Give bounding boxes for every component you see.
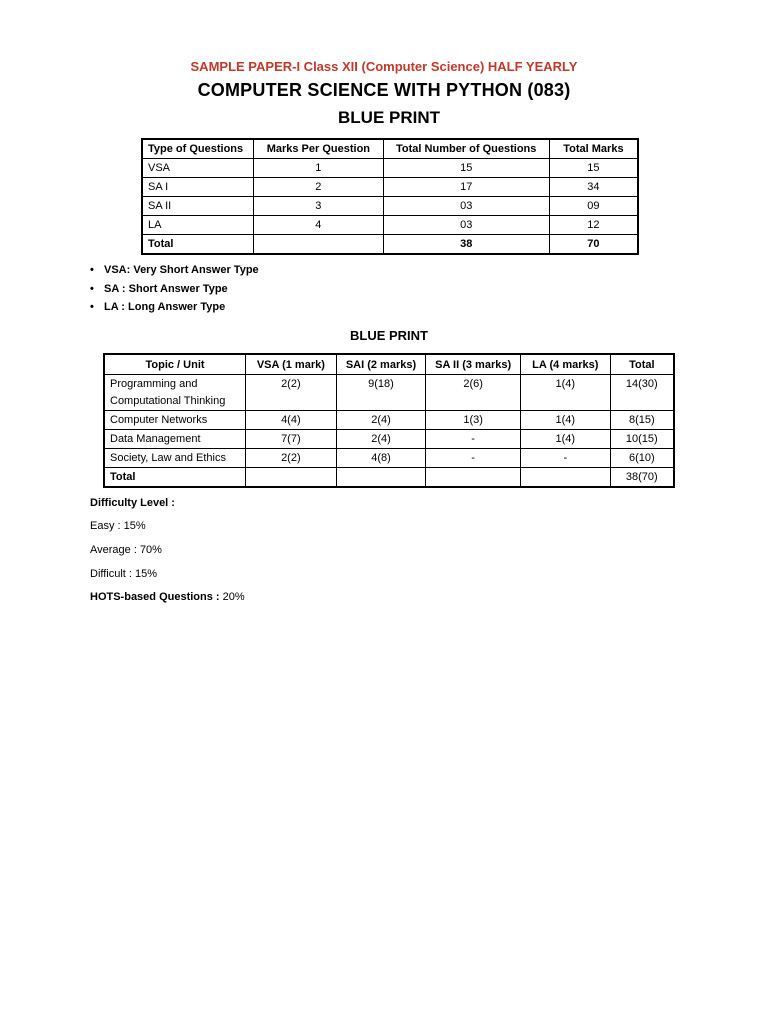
table-cell: 2(4): [336, 430, 426, 449]
difficulty-difficult: Difficult : 15%: [90, 568, 158, 580]
table-cell: 03: [383, 197, 549, 216]
column-header: VSA (1 mark): [246, 354, 337, 375]
table-cell: 7(7): [246, 430, 337, 449]
difficulty-easy: Easy : 15%: [90, 520, 146, 532]
bullet-icon: •: [90, 282, 94, 295]
hots-line: [90, 591, 245, 603]
table-row: [104, 375, 674, 411]
table-cell: Programming and Computational Thinking: [104, 375, 246, 411]
table-cell: Total: [104, 468, 246, 488]
table-row: [142, 178, 638, 197]
table-total-row: [142, 235, 638, 255]
difficulty-heading: Difficulty Level :: [90, 497, 175, 509]
bullet-icon: •: [90, 301, 94, 313]
table-cell: 15: [383, 159, 549, 178]
table-cell: 4(8): [336, 449, 426, 468]
table-cell: 1(4): [520, 430, 610, 449]
column-header: LA (4 marks): [520, 354, 610, 375]
difficulty-average: Average : 70%: [90, 544, 162, 556]
table-cell: [336, 468, 426, 488]
table-cell: VSA: [142, 159, 254, 178]
table-cell: 4(4): [246, 411, 337, 430]
column-header: Total: [610, 354, 674, 375]
table-cell: LA: [142, 216, 254, 235]
table-cell: 09: [549, 197, 638, 216]
table-cell: 10(15): [610, 430, 674, 449]
table-cell: -: [520, 449, 610, 468]
question-type-legend: [90, 263, 259, 319]
column-header: Topic / Unit: [104, 354, 246, 375]
table-cell: 70: [549, 235, 638, 255]
bullet-icon: •: [90, 264, 94, 276]
table-cell: 2(2): [246, 449, 337, 468]
table-cell: 1(4): [520, 411, 610, 430]
marks-summary-table: [141, 138, 639, 255]
list-item: [90, 263, 259, 282]
table-cell: SA I: [142, 178, 254, 197]
column-header: SA II (3 marks): [426, 354, 521, 375]
table-cell: [254, 235, 383, 255]
table-cell: 6(10): [610, 449, 674, 468]
table-row: [104, 430, 674, 449]
table-cell: [246, 468, 337, 488]
table-row: [142, 159, 638, 178]
list-item-text: LA : Long Answer Type: [104, 301, 226, 313]
column-header: Marks Per Question: [254, 139, 383, 159]
table-cell: 03: [383, 216, 549, 235]
table-cell: 1(3): [426, 411, 521, 430]
table-cell: Total: [142, 235, 254, 255]
table-cell: 1: [254, 159, 383, 178]
table-cell: Computer Networks: [104, 411, 246, 430]
table-row: [142, 197, 638, 216]
table-row: [104, 411, 674, 430]
list-item-text: SA : Short Answer Type: [104, 282, 228, 295]
table-cell: 38(70): [610, 468, 674, 488]
hots-label: HOTS-based Questions :: [90, 591, 220, 603]
table-header-row: [104, 354, 674, 375]
table-row: [104, 449, 674, 468]
table-cell: -: [426, 430, 521, 449]
table-cell: 8(15): [610, 411, 674, 430]
table-cell: 4: [254, 216, 383, 235]
table-cell: [520, 468, 610, 488]
paper-subtitle: SAMPLE PAPER-I Class XII (Computer Science) HALF YEARLY: [190, 59, 578, 74]
table-cell: SA II: [142, 197, 254, 216]
table-cell: 15: [549, 159, 638, 178]
blueprint-table: [103, 353, 675, 488]
column-header: SAI (2 marks): [336, 354, 426, 375]
table-cell: -: [426, 449, 521, 468]
list-item-text: VSA: Very Short Answer Type: [104, 264, 259, 276]
list-item: [90, 300, 259, 319]
table-cell: 2(6): [426, 375, 521, 411]
blueprint-heading: BLUE PRINT: [338, 108, 440, 127]
table-cell: 2(4): [336, 411, 426, 430]
table-cell: Data Management: [104, 430, 246, 449]
table-cell: 1(4): [520, 375, 610, 411]
table-cell: 14(30): [610, 375, 674, 411]
list-item: [90, 282, 259, 301]
blueprint-subheading: BLUE PRINT: [350, 328, 428, 343]
hots-value: 20%: [219, 591, 245, 603]
column-header: Total Marks: [549, 139, 638, 159]
table-cell: 9(18): [336, 375, 426, 411]
table-cell: 17: [383, 178, 549, 197]
column-header: Total Number of Questions: [383, 139, 549, 159]
table-cell: 3: [254, 197, 383, 216]
table-total-row: [104, 468, 674, 488]
table-cell: 2(2): [246, 375, 337, 411]
column-header: Type of Questions: [142, 139, 254, 159]
table-cell: 34: [549, 178, 638, 197]
table-header-row: [142, 139, 638, 159]
table-cell: 38: [383, 235, 549, 255]
table-cell: 2: [254, 178, 383, 197]
table-row: [142, 216, 638, 235]
page-title: COMPUTER SCIENCE WITH PYTHON (083): [197, 80, 571, 100]
table-cell: Society, Law and Ethics: [104, 449, 246, 468]
table-cell: [426, 468, 521, 488]
table-cell: 12: [549, 216, 638, 235]
